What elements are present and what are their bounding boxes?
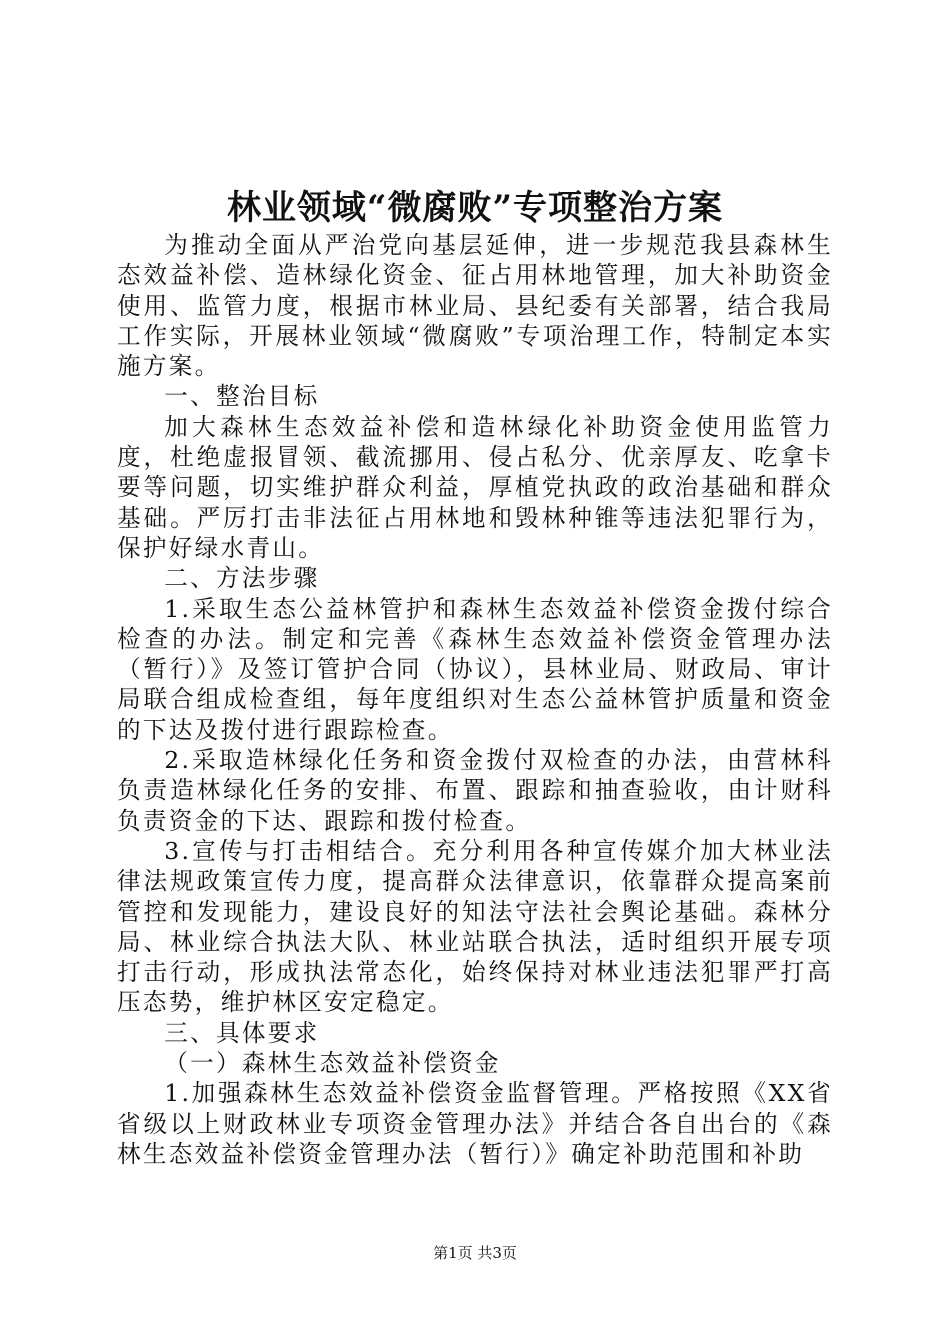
section-heading-requirements: 三、具体要求 — [164, 1018, 320, 1047]
document-body — [117, 230, 833, 1169]
step-2-paragraph: 2.采取造林绿化任务和资金拨付双检查的办法，由营林科负责造林绿化任务的安排、布置、跟踪和抽查验收，由计财科负责资金的下达、跟踪和拨付检查。 — [117, 746, 833, 835]
goals-paragraph: 加大森林生态效益补偿和造林绿化补助资金使用监管力度，杜绝虚报冒领、截流挪用、侵占私分、优亲厚友、吃拿卡要等问题，切实维护群众利益，厚植党执政的政治基础和群众基础。严厉打击非法征占用林地和毁林种锥等违法犯罪行为，保护好绿水青山。 — [117, 412, 833, 562]
subsection-heading-compensation: （一）森林生态效益补偿资金 — [164, 1049, 501, 1078]
section-heading-goals: 一、整治目标 — [164, 382, 320, 411]
step-3-paragraph: 3.宣传与打击相结合。充分利用各种宣传媒介加大林业法律法规政策宣传力度，提高群众法律意识，依靠群众提高案前管控和发现能力，建设良好的知法守法社会舆论基础。森林分局、林业综合执法大队、林业站联合执法，适时组织开展专项打击行动，形成执法常态化，始终保持对林业违法犯罪严打高压态势，维护林区安定稳定。 — [117, 836, 833, 1017]
page-footer: 第1页 共3页 — [433, 1244, 517, 1262]
document-title: 林业领域“微腐败”专项整治方案 — [226, 188, 724, 228]
requirement-1-paragraph: 1.加强森林生态效益补偿资金监督管理。严格按照《XX省省级以上财政林业专项资金管理办法》并结合各自出台的《森林生态效益补偿资金管理办法（暂行）》确定补助范围和补助 — [117, 1079, 833, 1168]
step-1-paragraph: 1.采取生态公益林管护和森林生态效益补偿资金拨付综合检查的办法。制定和完善《森林生态效益补偿资金管理办法（暂行）》及签订管护合同（协议），县林业局、财政局、审计局联合组成检查组，每年度组织对生态公益林管护质量和资金的下达及拨付进行跟踪检查。 — [117, 594, 833, 744]
intro-paragraph: 为推动全面从严治党向基层延伸，进一步规范我县森林生态效益补偿、造林绿化资金、征占用林地管理，加大补助资金使用、监管力度，根据市林业局、县纪委有关部署，结合我局工作实际，开展林业领域“微腐败”专项治理工作，特制定本实施方案。 — [117, 231, 833, 381]
section-heading-steps: 二、方法步骤 — [164, 564, 320, 593]
